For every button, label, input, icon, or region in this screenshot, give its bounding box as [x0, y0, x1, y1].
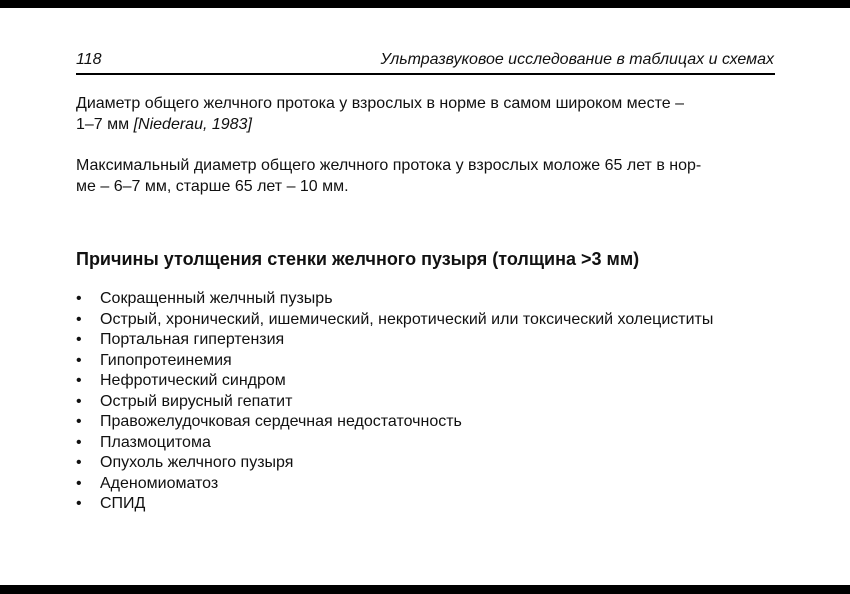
bullet-icon: •	[76, 495, 82, 512]
list-item-text: СПИД	[100, 495, 146, 512]
bullet-icon: •	[76, 290, 82, 307]
book-title: Ультразвуковое исследование в таблицах и схемах	[380, 51, 774, 68]
causes-list	[76, 289, 796, 515]
citation: [Niederau, 1983]	[133, 116, 252, 133]
list-item-text: Портальная гипертензия	[100, 331, 285, 348]
list-item-text: Опухоль желчного пузыря	[100, 454, 294, 471]
bottom-border-bar	[0, 585, 850, 594]
list-item	[76, 330, 796, 351]
bullet-icon: •	[76, 474, 82, 492]
list-item	[76, 412, 796, 433]
bullet-icon: •	[76, 351, 82, 369]
paragraph-line: Максимальный диаметр общего желчного протока у взрослых моложе 65 лет в нор-	[76, 157, 702, 174]
bullet-icon: •	[76, 433, 82, 451]
header-rule	[76, 73, 775, 75]
list-item-text: Сокращенный желчный пузырь	[100, 290, 333, 307]
list-item	[76, 474, 796, 495]
list-item	[76, 310, 796, 331]
list-item	[76, 392, 796, 413]
list-item-text: Острый вирусный гепатит	[100, 392, 293, 410]
list-item-text: Гипопротеинемия	[100, 351, 232, 369]
bullet-icon: •	[76, 310, 82, 328]
bullet-icon: •	[76, 372, 82, 389]
list-item-text: Плазмоцитома	[100, 433, 211, 451]
bullet-icon: •	[76, 331, 82, 348]
list-item	[76, 433, 796, 454]
list-item	[76, 289, 796, 310]
bullet-icon: •	[76, 392, 82, 410]
paragraph-line: ме – 6–7 мм, старше 65 лет – 10 мм.	[76, 178, 349, 195]
list-item-text: Правожелудочковая сердечная недостаточность	[100, 413, 462, 430]
paragraph-common-bile-duct-norm	[76, 93, 775, 135]
list-item-text: Острый, хронический, ишемический, некротический или токсический холециститы	[100, 310, 714, 328]
list-item-text: Нефротический синдром	[100, 372, 286, 389]
list-item	[76, 351, 796, 372]
bullet-icon: •	[76, 413, 82, 430]
list-item	[76, 453, 796, 474]
paragraph-line: 1–7 мм	[76, 116, 134, 133]
paragraph-max-diameter	[76, 155, 775, 197]
page-number: 118	[76, 51, 102, 68]
bullet-icon: •	[76, 454, 82, 471]
list-item	[76, 371, 796, 392]
top-border-bar	[0, 0, 850, 8]
section-heading: Причины утолщения стенки желчного пузыря (толщина >3 мм)	[76, 249, 640, 269]
list-item-text: Аденомиоматоз	[100, 474, 219, 492]
paragraph-line: Диаметр общего желчного протока у взрослых в норме в самом широком месте –	[76, 95, 684, 112]
list-item	[76, 494, 796, 515]
running-head	[76, 49, 775, 71]
